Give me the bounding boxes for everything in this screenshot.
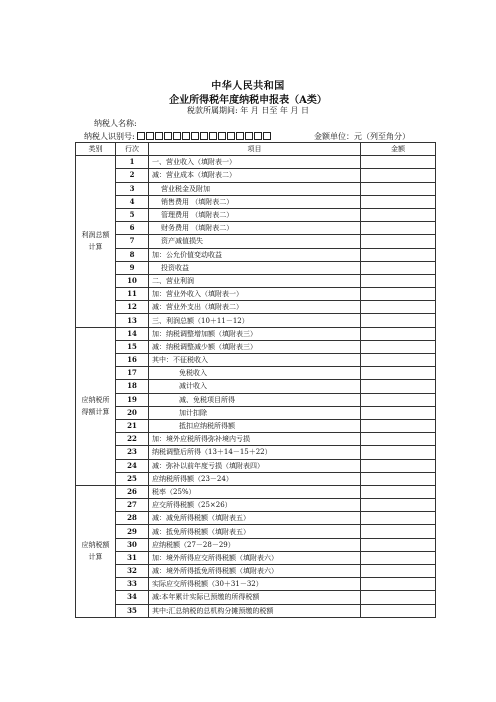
row-number: 7 — [116, 235, 149, 248]
taxpayer-name-label: 纳税人名称: — [94, 119, 137, 128]
row-number: 23 — [116, 446, 149, 459]
row-number: 12 — [116, 301, 149, 314]
taxpayer-id-digit-box[interactable] — [236, 132, 244, 140]
row-number: 35 — [116, 604, 149, 617]
amount-cell[interactable] — [361, 459, 436, 472]
amount-cell[interactable] — [361, 248, 436, 261]
table-row — [76, 156, 436, 169]
amount-cell[interactable] — [361, 578, 436, 591]
table-row — [76, 433, 436, 446]
row-item-label: 抵扣应纳税所得额 — [149, 419, 361, 432]
row-number: 16 — [116, 354, 149, 367]
column-header-item: 项目 — [149, 143, 361, 156]
table-row — [76, 393, 436, 406]
table-row — [76, 512, 436, 525]
row-number: 25 — [116, 472, 149, 485]
amount-cell[interactable] — [361, 195, 436, 208]
table-row — [76, 538, 436, 551]
amount-cell[interactable] — [361, 208, 436, 221]
amount-cell[interactable] — [361, 591, 436, 604]
row-item-label: 减：抵免所得税额（填附表五） — [149, 525, 361, 538]
row-item-label: 二、营业利润 — [149, 274, 361, 287]
amount-cell[interactable] — [361, 367, 436, 380]
row-number: 6 — [116, 222, 149, 235]
row-item-label: 实际应交所得税额（30＋31－32） — [149, 578, 361, 591]
category-cell — [76, 327, 116, 485]
column-header-category: 类别 — [76, 143, 116, 156]
row-item-label: 减计收入 — [149, 380, 361, 393]
row-item-label: 减：营业成本（填附表二） — [149, 169, 361, 182]
row-item-label: 加：纳税调整增加额（填附表三） — [149, 327, 361, 340]
table-row — [76, 314, 436, 327]
row-item-label: 加：境外所得应交所得税额（填附表六） — [149, 551, 361, 564]
table-row — [76, 446, 436, 459]
table-row — [76, 235, 436, 248]
table-row — [76, 485, 436, 498]
amount-cell[interactable] — [361, 380, 436, 393]
row-number: 31 — [116, 551, 149, 564]
table-row — [76, 327, 436, 340]
table-row — [76, 565, 436, 578]
table-row — [76, 208, 436, 221]
row-item-label: 减：营业外支出（填附表二） — [149, 301, 361, 314]
taxpayer-id-digit-box[interactable] — [155, 132, 163, 140]
row-number: 2 — [116, 169, 149, 182]
table-row — [76, 525, 436, 538]
row-item-label: 免税收入 — [149, 367, 361, 380]
row-number: 34 — [116, 591, 149, 604]
amount-cell[interactable] — [361, 472, 436, 485]
form-title: 企业所得税年度纳税申报表（A类） — [169, 95, 327, 106]
column-header-amount: 金额 — [361, 143, 436, 156]
row-number: 19 — [116, 393, 149, 406]
tax-return-table — [75, 142, 436, 618]
taxpayer-id-digit-box[interactable] — [137, 132, 145, 140]
amount-cell[interactable] — [361, 499, 436, 512]
tax-period: 税款所属期间: 年 月 日至 年 月 日 — [187, 106, 309, 115]
table-row — [76, 499, 436, 512]
table-row — [76, 459, 436, 472]
row-number: 22 — [116, 433, 149, 446]
row-number: 30 — [116, 538, 149, 551]
row-number: 15 — [116, 340, 149, 353]
row-item-label: 加：境外应税所得弥补境内亏损 — [149, 433, 361, 446]
row-number: 20 — [116, 406, 149, 419]
table-row — [76, 472, 436, 485]
row-item-label: 减：弥补以前年度亏损（填附表四） — [149, 459, 361, 472]
row-item-label: 应纳税额（27－28－29） — [149, 538, 361, 551]
row-number: 29 — [116, 525, 149, 538]
amount-cell[interactable] — [361, 340, 436, 353]
amount-cell[interactable] — [361, 169, 436, 182]
row-number: 5 — [116, 208, 149, 221]
row-number: 10 — [116, 274, 149, 287]
row-item-label: 减：纳税调整减少额（填附表三） — [149, 340, 361, 353]
category-label: 利润总额计算 — [81, 231, 110, 252]
row-number: 11 — [116, 288, 149, 301]
table-row — [76, 578, 436, 591]
row-number: 24 — [116, 459, 149, 472]
amount-cell[interactable] — [361, 512, 436, 525]
table-row — [76, 367, 436, 380]
amount-cell[interactable] — [361, 604, 436, 617]
row-item-label: 减、免税项目所得 — [149, 393, 361, 406]
amount-cell[interactable] — [361, 274, 436, 287]
taxpayer-id-boxes[interactable] — [137, 132, 272, 141]
row-item-label: 减：境外所得抵免所得税额（填附表六） — [149, 565, 361, 578]
row-item-label: 营业税金及附加 — [149, 182, 361, 195]
currency-unit-label: 金额单位：元（列至角分） — [314, 132, 410, 141]
row-item-label: 销售费用 （填附表二） — [149, 195, 361, 208]
table-row — [76, 406, 436, 419]
taxpayer-id-digit-box[interactable] — [146, 132, 154, 140]
amount-cell[interactable] — [361, 485, 436, 498]
table-row — [76, 222, 436, 235]
amount-cell[interactable] — [361, 314, 436, 327]
row-number: 32 — [116, 565, 149, 578]
row-item-label: 税率（25%） — [149, 485, 361, 498]
column-header-row-number: 行次 — [116, 143, 149, 156]
row-number: 8 — [116, 248, 149, 261]
amount-cell[interactable] — [361, 565, 436, 578]
taxpayer-id-digit-box[interactable] — [209, 132, 217, 140]
amount-cell[interactable] — [361, 327, 436, 340]
table-row — [76, 288, 436, 301]
row-number: 17 — [116, 367, 149, 380]
amount-cell[interactable] — [361, 419, 436, 432]
row-item-label: 其中:汇总纳税的总机构分摊预缴的税额 — [149, 604, 361, 617]
row-item-label: 管理费用 （填附表二） — [149, 208, 361, 221]
row-item-label: 三、利润总额（10＋11－12） — [149, 314, 361, 327]
row-item-label: 一、营业收入（填附表一） — [149, 156, 361, 169]
amount-cell[interactable] — [361, 222, 436, 235]
amount-cell[interactable] — [361, 446, 436, 459]
row-number: 33 — [116, 578, 149, 591]
category-cell — [76, 485, 116, 617]
taxpayer-id-label: 纳税人识别号: — [84, 132, 135, 141]
amount-cell[interactable] — [361, 235, 436, 248]
taxpayer-id-line — [84, 131, 272, 142]
row-item-label: 加计扣除 — [149, 406, 361, 419]
row-number: 28 — [116, 512, 149, 525]
amount-cell[interactable] — [361, 354, 436, 367]
row-number: 14 — [116, 327, 149, 340]
category-label: 应纳税额计算 — [81, 541, 110, 562]
row-item-label: 纳税调整后所得（13＋14－15＋22） — [149, 446, 361, 459]
table-row — [76, 604, 436, 617]
taxpayer-id-digit-box[interactable] — [182, 132, 190, 140]
table-row — [76, 380, 436, 393]
row-number: 4 — [116, 195, 149, 208]
row-item-label: 应交所得税额（25×26） — [149, 499, 361, 512]
row-item-label: 资产减值损失 — [149, 235, 361, 248]
taxpayer-id-digit-box[interactable] — [200, 132, 208, 140]
row-number: 9 — [116, 261, 149, 274]
amount-cell[interactable] — [361, 525, 436, 538]
table-body — [76, 156, 436, 618]
table-row — [76, 551, 436, 564]
table-row — [76, 169, 436, 182]
row-number: 18 — [116, 380, 149, 393]
table-row — [76, 195, 436, 208]
row-item-label: 财务费用 （填附表二） — [149, 222, 361, 235]
table-row — [76, 340, 436, 353]
category-label: 应纳税所得额计算 — [81, 396, 110, 417]
table-row — [76, 274, 436, 287]
row-number: 1 — [116, 156, 149, 169]
row-item-label: 加：营业外收入（填附表一） — [149, 288, 361, 301]
table-row — [76, 182, 436, 195]
amount-cell[interactable] — [361, 288, 436, 301]
amount-cell[interactable] — [361, 393, 436, 406]
table-row — [76, 301, 436, 314]
amount-cell[interactable] — [361, 301, 436, 314]
row-item-label: 减:本年累计实际已预缴的所得税额 — [149, 591, 361, 604]
row-item-label: 加：公允价值变动收益 — [149, 248, 361, 261]
taxpayer-id-digit-box[interactable] — [164, 132, 172, 140]
form-country-title: 中华人民共和国 — [211, 81, 285, 92]
amount-cell[interactable] — [361, 406, 436, 419]
row-number: 13 — [116, 314, 149, 327]
row-item-label: 应纳税所得额（23－24） — [149, 472, 361, 485]
table-row — [76, 419, 436, 432]
row-number: 27 — [116, 499, 149, 512]
row-item-label: 投资收益 — [149, 261, 361, 274]
taxpayer-id-digit-box[interactable] — [218, 132, 226, 140]
table-header-row — [76, 143, 436, 156]
amount-cell[interactable] — [361, 261, 436, 274]
row-item-label: 其中：不征税收入 — [149, 354, 361, 367]
taxpayer-id-digit-box[interactable] — [173, 132, 181, 140]
taxpayer-id-digit-box[interactable] — [191, 132, 199, 140]
taxpayer-id-digit-box[interactable] — [245, 132, 253, 140]
row-number: 3 — [116, 182, 149, 195]
amount-cell[interactable] — [361, 182, 436, 195]
amount-cell[interactable] — [361, 538, 436, 551]
taxpayer-id-digit-box[interactable] — [254, 132, 262, 140]
amount-cell[interactable] — [361, 551, 436, 564]
taxpayer-id-digit-box[interactable] — [227, 132, 235, 140]
amount-cell[interactable] — [361, 156, 436, 169]
amount-cell[interactable] — [361, 433, 436, 446]
row-number: 21 — [116, 419, 149, 432]
table-row — [76, 261, 436, 274]
table-row — [76, 248, 436, 261]
taxpayer-id-digit-box[interactable] — [263, 132, 271, 140]
row-number: 26 — [116, 485, 149, 498]
category-cell — [76, 156, 116, 327]
table-row — [76, 591, 436, 604]
row-item-label: 减：减免所得税额（填附表五） — [149, 512, 361, 525]
table-row — [76, 354, 436, 367]
